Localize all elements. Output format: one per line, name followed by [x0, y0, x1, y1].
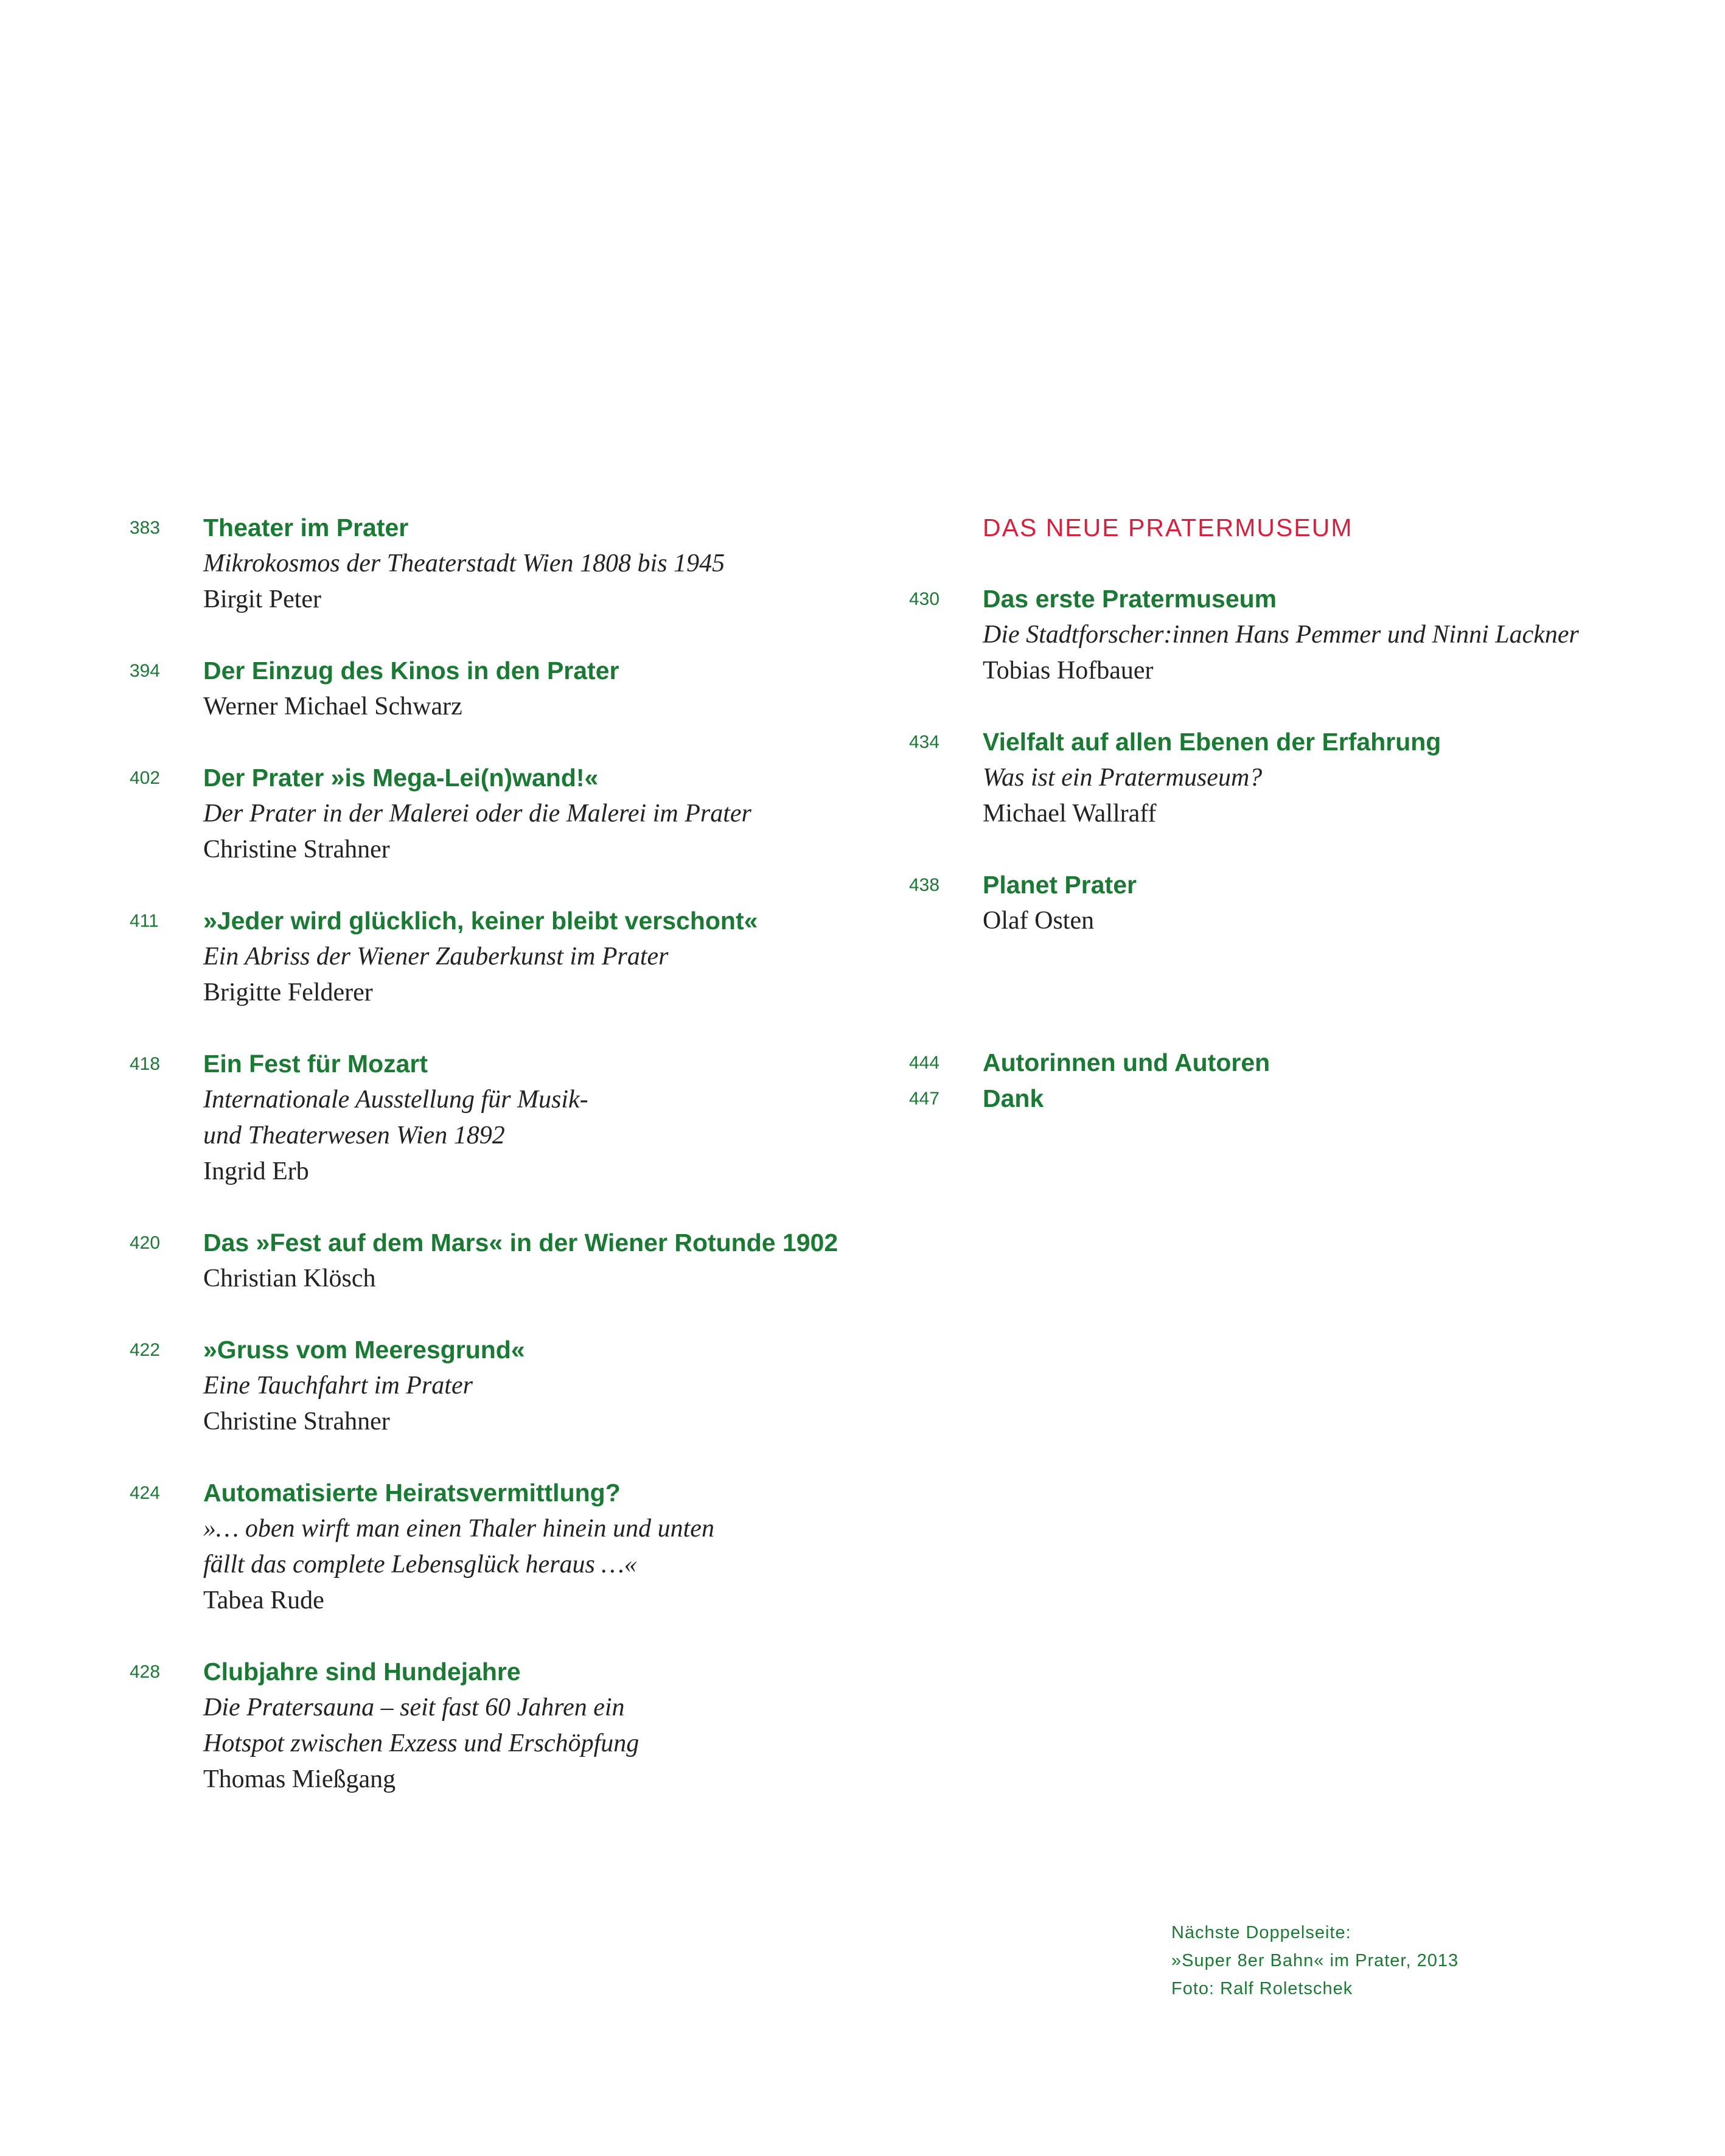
entry-author: Thomas Mießgang	[203, 1765, 396, 1793]
page-number: 430	[909, 589, 940, 609]
entry-title: Automatisierte Heiratsvermittlung?	[203, 1479, 621, 1507]
page-number: 428	[130, 1662, 161, 1682]
entry-subtitle: Der Prater in der Malerei oder die Malerei im Prater	[203, 800, 751, 828]
entry-subtitle: Mikrokosmos der Theaterstadt Wien 1808 bis 1945	[203, 549, 725, 577]
toc-entry-appendix[interactable]	[909, 1081, 1639, 1117]
toc-entry[interactable]	[130, 1046, 884, 1190]
toc-entry[interactable]	[909, 581, 1639, 689]
entry-title: Das »Fest auf dem Mars« in der Wiener Rotunde 1902	[203, 1229, 838, 1257]
toc-entry[interactable]	[909, 724, 1639, 832]
entry-subtitle: Die Stadtforscher:innen Hans Pemmer und Ninni Lackner	[983, 621, 1579, 649]
page-number: 434	[909, 732, 940, 752]
entry-title: Das erste Pratermuseum	[983, 585, 1277, 613]
entry-author: Michael Wallraff	[983, 800, 1157, 828]
page-number: 444	[909, 1053, 940, 1073]
entry-title: Theater im Prater	[203, 514, 409, 542]
entry-title: »Jeder wird glücklich, keiner bleibt verschont«	[203, 907, 758, 935]
entry-author: Werner Michael Schwarz	[203, 693, 462, 720]
page-number: 424	[130, 1483, 161, 1503]
entry-subtitle: Internationale Ausstellung für Musik-	[203, 1086, 588, 1114]
toc-entry[interactable]	[130, 760, 884, 868]
page-number: 418	[130, 1054, 161, 1074]
toc-entry[interactable]	[130, 1225, 884, 1297]
toc-entry[interactable]	[130, 1332, 884, 1440]
entry-author: Christian Klösch	[203, 1265, 376, 1293]
entry-author: Ingrid Erb	[203, 1157, 309, 1185]
toc-entry[interactable]	[130, 903, 884, 1011]
entry-subtitle: Die Pratersauna – seit fast 60 Jahren ein	[203, 1694, 625, 1722]
entry-title: Autorinnen und Autoren	[983, 1048, 1270, 1076]
entry-subtitle: Eine Tauchfahrt im Prater	[203, 1372, 473, 1400]
caption-line: »Super 8er Bahn« im Prater, 2013	[1171, 1951, 1459, 1970]
entry-title: Clubjahre sind Hundejahre	[203, 1658, 521, 1686]
entry-title: Der Einzug des Kinos in den Prater	[203, 657, 619, 685]
page-number: 402	[130, 768, 161, 788]
entry-subtitle: Was ist ein Pratermuseum?	[983, 764, 1263, 792]
entry-author: Brigitte Felderer	[203, 979, 373, 1006]
toc-entry[interactable]	[130, 1475, 884, 1619]
entry-author: Olaf Osten	[983, 907, 1095, 935]
entry-subtitle: Hotspot zwischen Exzess und Erschöpfung	[203, 1729, 639, 1757]
entry-title: Vielfalt auf allen Ebenen der Erfahrung	[983, 728, 1441, 756]
entry-title: Der Prater »is Mega-Lei(n)wand!«	[203, 764, 599, 792]
caption-line: Foto: Ralf Roletschek	[1171, 1979, 1353, 1998]
entry-title: Ein Fest für Mozart	[203, 1050, 428, 1078]
entry-author: Tobias Hofbauer	[983, 657, 1154, 685]
page-number: 422	[130, 1340, 161, 1360]
entry-subtitle: »… oben wirft man einen Thaler hinein und unten	[203, 1515, 714, 1543]
entry-subtitle: und Theaterwesen Wien 1892	[203, 1122, 505, 1150]
toc-left-column	[130, 510, 884, 1798]
toc-entry[interactable]	[130, 510, 884, 618]
page-number: 420	[130, 1233, 161, 1253]
photo-caption	[1171, 1919, 1597, 2003]
entry-author: Christine Strahner	[203, 836, 390, 863]
toc-entry[interactable]	[130, 1654, 884, 1798]
toc-right-column	[909, 510, 1639, 1117]
toc-entry-appendix[interactable]	[909, 1045, 1639, 1081]
entry-title: »Gruss vom Meeresgrund«	[203, 1336, 525, 1364]
entry-subtitle: fällt das complete Lebensglück heraus …«	[203, 1551, 637, 1579]
page-number: 438	[909, 875, 940, 895]
page-number: 383	[130, 518, 161, 538]
entry-author: Tabea Rude	[203, 1586, 324, 1614]
toc-entry[interactable]	[130, 653, 884, 725]
entry-subtitle: Ein Abriss der Wiener Zauberkunst im Prater	[203, 943, 669, 971]
entry-author: Birgit Peter	[203, 585, 322, 613]
page-number: 447	[909, 1089, 940, 1109]
section-heading: DAS NEUE PRATERMUSEUM	[983, 514, 1353, 542]
toc-entry[interactable]	[909, 867, 1639, 939]
entry-title: Planet Prater	[983, 871, 1137, 899]
entry-author: Christine Strahner	[203, 1408, 390, 1436]
page-number: 394	[130, 661, 161, 681]
entry-title: Dank	[983, 1084, 1044, 1112]
page-number: 411	[130, 911, 159, 931]
caption-line: Nächste Doppelseite:	[1171, 1923, 1351, 1942]
